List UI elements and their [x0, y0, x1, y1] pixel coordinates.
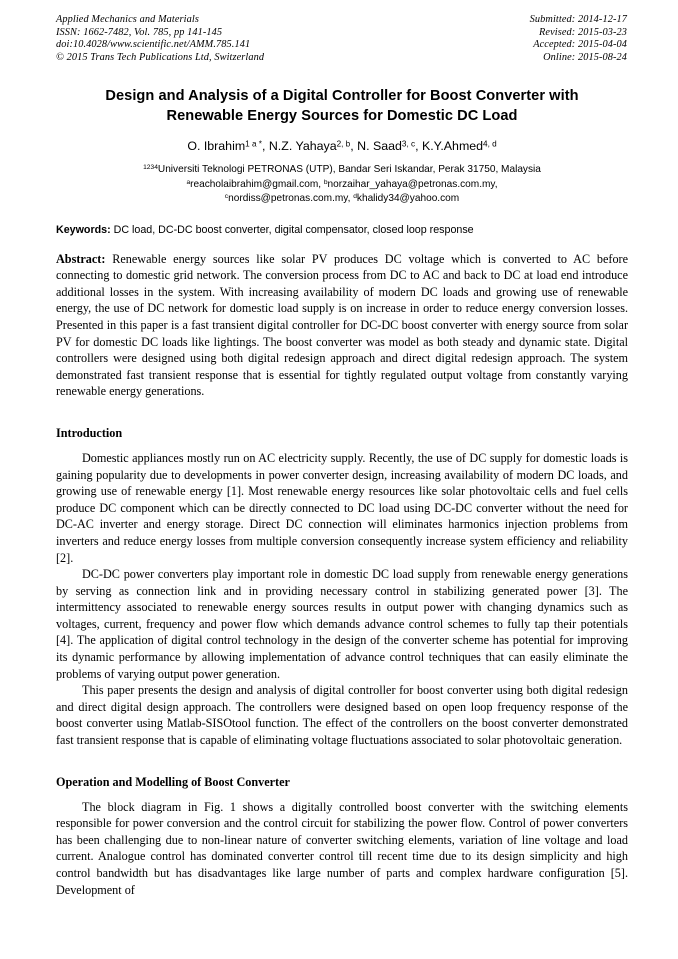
paragraph: This paper presents the design and analysis of digital controller for boost converter using both digital redesign and direct digital design approach. The controllers were designed based on open loop frequency response of the boost converter using Matlab-SISOtool function. The effect of the controllers on the boost converter demonstrated fast transient response that is capable of eliminating voltage fluctuations associated to solar photovoltaic generation.: [56, 683, 628, 748]
section-heading: Operation and Modelling of Boost Converter: [56, 774, 290, 789]
author-name: K.Y.Ahmed: [421, 139, 484, 154]
page-title: [70, 86, 614, 126]
author-affiliation-marker: 3, c: [401, 139, 416, 149]
author-email: reacholaibrahim@gmail.com,: [190, 178, 322, 190]
title-line-1: Design and Analysis of a Digital Controller for Boost Converter with: [105, 88, 579, 105]
paragraph: The block diagram in Fig. 1 shows a digitally controlled boost converter with the switching elements responsible for power conversion and the control circuit for stabilizing the power flow. Control of power converters has been challenging due to non-linear nature of converter switching elements, variation of line voltage and load current. Analogue control has dominated converter control till recent time due to its design simplicity and high control bandwidth but has disadvantages like large number of parts and complex hardware configuration [5]. Development of: [56, 799, 628, 897]
author-email: norzaihar_yahaya@petronas.com.my,: [327, 178, 498, 190]
date-accepted: Accepted: 2015-04-04: [533, 39, 627, 51]
journal-name: Applied Mechanics and Materials: [56, 14, 199, 25]
author-affiliation-marker: 4, d: [483, 139, 497, 149]
keywords-label: Keywords:: [56, 223, 111, 236]
abstract-text: Renewable energy sources like solar PV produces DC voltage which is converted to AC before connecting to domestic grid network. The conversion process from DC to AC and back to DC at load end introduce additional losses in the system. With increasing availability of modern DC loads and growing use of renewable energy, the use of DC network for domestic load supply is on increase in order to reduce energy conversion losses. Presented in this paper is a fast transient digital controller for DC-DC boost converter with energy source from solar PV for domestic DC loads like lightings. The boost converter was model as both steady and dynamic state. Digital controllers were designed using both digital redesign approach and direct digital redesign approach. The system demonstrated fast transient response that is essential for tightly regulated output voltage from constantly varying renewable energy generations.: [56, 251, 629, 399]
journal-copyright: © 2015 Trans Tech Publications Ltd, Switzerland: [56, 51, 265, 63]
title-line-2: Renewable Energy Sources for Domestic DC Load: [166, 108, 518, 125]
author-name: N. Saad: [357, 139, 402, 154]
date-submitted: Submitted: 2014-12-17: [529, 14, 627, 25]
affiliation-text: Universiti Teknologi PETRONAS (UTP), Bandar Seri Iskandar, Perak 31750, Malaysia: [157, 164, 541, 176]
masthead-dates: [530, 14, 628, 64]
email-marker: b: [323, 178, 328, 186]
masthead-journal-info: [56, 14, 264, 64]
abstract-label: Abstract:: [56, 251, 106, 266]
masthead: [56, 14, 628, 64]
email-line-2: [56, 192, 628, 206]
author-affiliation-marker: 1 a *: [245, 139, 262, 149]
paragraph: Domestic appliances mostly run on AC electricity supply. Recently, the use of DC supply for domestic loads is gaining popularity due to developments in power converter design, increasing availability of modern DC loads, and growing use of renewable energy [1]. Most renewable energy resources like solar photovoltaic cells and fuel cells produce DC component which can be directly connected to DC load using DC-DC converter without the need for DC-AC inverter and energy storage. Direct DC connection will eliminates harmonics injection problems from inverters and reduce energy losses from multiple conversion consequently increase system efficiency and reliability [2].: [56, 450, 628, 565]
keywords: [56, 223, 628, 237]
author-name: O. Ibrahim: [187, 139, 246, 154]
email-marker: d: [353, 193, 357, 201]
email-marker: c: [224, 193, 229, 201]
body-sections: [56, 425, 628, 898]
author-affiliation-marker: 2, b: [336, 139, 351, 149]
section-heading: Introduction: [56, 425, 123, 440]
author-email: nordiss@petronas.com.my,: [228, 193, 351, 205]
keywords-value: DC load, DC-DC boost converter, digital compensator, closed loop response: [113, 223, 474, 236]
author-email: khalidy34@yahoo.com: [356, 193, 460, 205]
author-name: N.Z. Yahaya: [268, 139, 337, 154]
journal-issn-volume: ISSN: 1662-7482, Vol. 785, pp 141-145: [56, 26, 223, 38]
paragraph: DC-DC power converters play important role in domestic DC load supply from renewable energy generations by serving as connection link and in providing necessary control in stabilizing generated power [3]. The intermittency associated to renewable energy sources results in output power with changing dynamics such as voltages, current, frequency and power flow which demands advance control schemes to fully tap their potentials [4]. The application of digital control technology in the design of the converter scheme has potential for improving its dynamic performance by allowing implementation of advance control techniques that can easily eliminate the problems of varying output power generation.: [56, 567, 628, 681]
date-revised: Revised: 2015-03-23: [539, 26, 627, 38]
author-list: O. Ibrahim$^{1 a *}$, N.Z. Yahaya$^{2, b}$, N. Saad$^{3, c}$, K.Y.Ahmed$^{4, d}$: [187, 139, 497, 154]
journal-doi: doi:10.4028/www.scientific.net/AMM.785.141: [56, 39, 251, 51]
affiliation-block: [56, 163, 628, 206]
date-online: Online: 2015-08-24: [543, 51, 627, 63]
affiliation-marker: 1234: [143, 164, 158, 172]
abstract: [56, 251, 628, 400]
email-line-1: [56, 178, 628, 192]
affiliation-line: [56, 163, 628, 177]
email-marker: a: [186, 178, 191, 186]
